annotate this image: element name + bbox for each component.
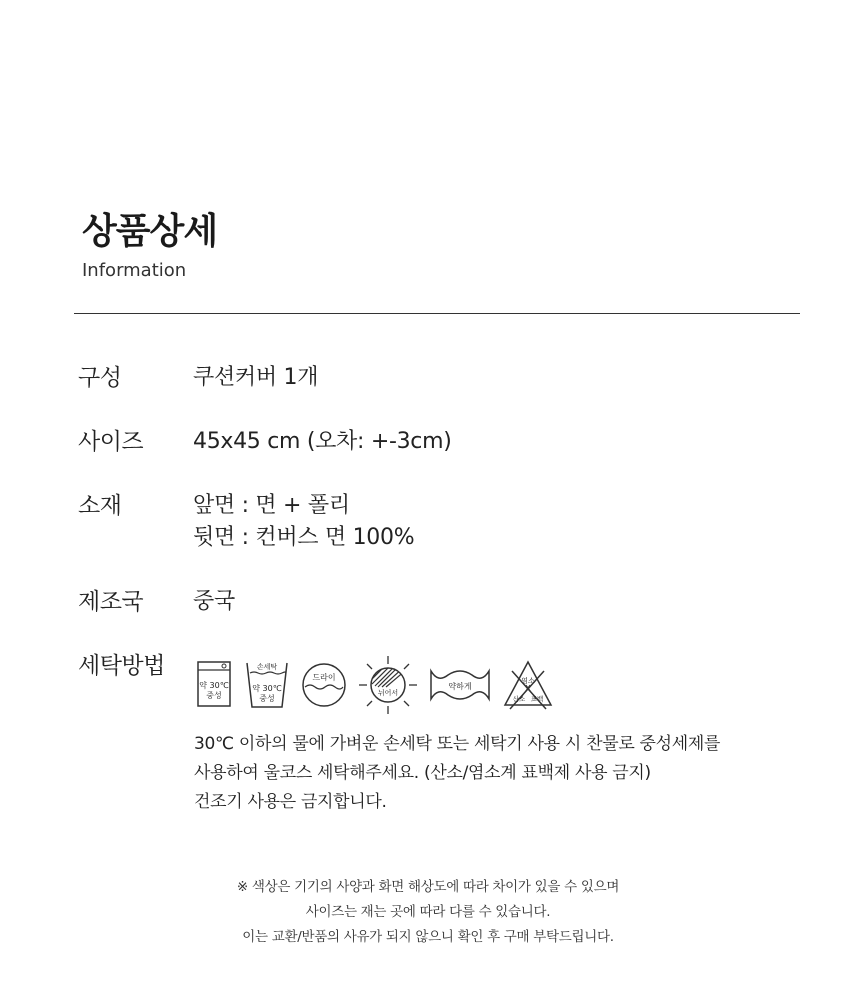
care-icon-text: 중성 [259, 694, 275, 703]
dry-flat-shade-icon [358, 655, 418, 715]
washing-machine-icon [194, 660, 234, 710]
spec-label: 사이즈 [78, 429, 144, 455]
care-icons [194, 655, 564, 715]
spec-label: 제조국 [78, 589, 144, 615]
care-icon-text: 염소 [521, 677, 535, 685]
spec-row-material [78, 490, 414, 554]
no-bleach-icon [502, 659, 554, 711]
spec-row-composition [78, 362, 318, 394]
spec-row-washing [78, 650, 193, 682]
spec-row-origin [78, 586, 235, 618]
spec-value-line: 45x45 cm (오차: +-3cm) [193, 429, 452, 454]
notice-line: 이는 교환/반품의 사유가 되지 않으니 확인 후 구매 부탁드립니다. [242, 929, 614, 945]
section-header [82, 212, 217, 281]
notice-text [0, 875, 856, 950]
gentle-wring-icon [428, 665, 492, 705]
spec-value-line: 쿠션커버 1개 [193, 365, 319, 390]
spec-label: 구성 [78, 365, 122, 391]
wash-description-line: 30℃ 이하의 물에 가벼운 손세탁 또는 세탁기 사용 시 찬물로 중성세제를 [194, 734, 721, 754]
spec-value [193, 362, 318, 394]
notice-line: ※ 색상은 기기의 사양과 화면 해상도에 따라 차이가 있을 수 있으며 [236, 879, 620, 895]
wash-description-line: 사용하여 울코스 세탁해주세요. (산소/염소계 표백제 사용 금지) [194, 763, 651, 783]
hand-wash-icon [244, 659, 290, 711]
care-icon-text: 약 30℃ [252, 684, 282, 693]
care-icon-text: 중성 [206, 691, 222, 700]
care-icon-text: 산소 [512, 695, 526, 703]
wash-description-line: 건조기 사용은 금지합니다. [194, 792, 387, 812]
spec-label: 세탁방법 [78, 653, 165, 679]
spec-value [193, 426, 452, 458]
page-subtitle: Information [82, 259, 187, 281]
spec-value-line: 앞면 : 면 + 폴리 [193, 493, 350, 518]
dry-clean-icon [300, 661, 348, 709]
spec-value-line: 중국 [193, 589, 235, 614]
spec-value [193, 490, 414, 554]
page-title: 상품상세 [82, 211, 218, 252]
spec-label: 소재 [78, 493, 122, 519]
spec-value [193, 586, 235, 618]
wash-description [194, 730, 720, 817]
care-icon-text: 손세탁 [256, 663, 278, 671]
notice-line: 사이즈는 재는 곳에 따라 다를 수 있습니다. [305, 904, 551, 920]
care-icon-text: 약하게 [448, 682, 472, 691]
header-divider [74, 313, 800, 314]
spec-row-size [78, 426, 452, 458]
care-icon-text: 표백 [530, 695, 544, 703]
care-icon-text: 드라이 [312, 673, 336, 682]
care-icon-text: 약 30℃ [199, 681, 229, 690]
care-icon-text: 뉘어서 [377, 689, 399, 697]
spec-value-line: 뒷면 : 컨버스 면 100% [193, 525, 415, 550]
